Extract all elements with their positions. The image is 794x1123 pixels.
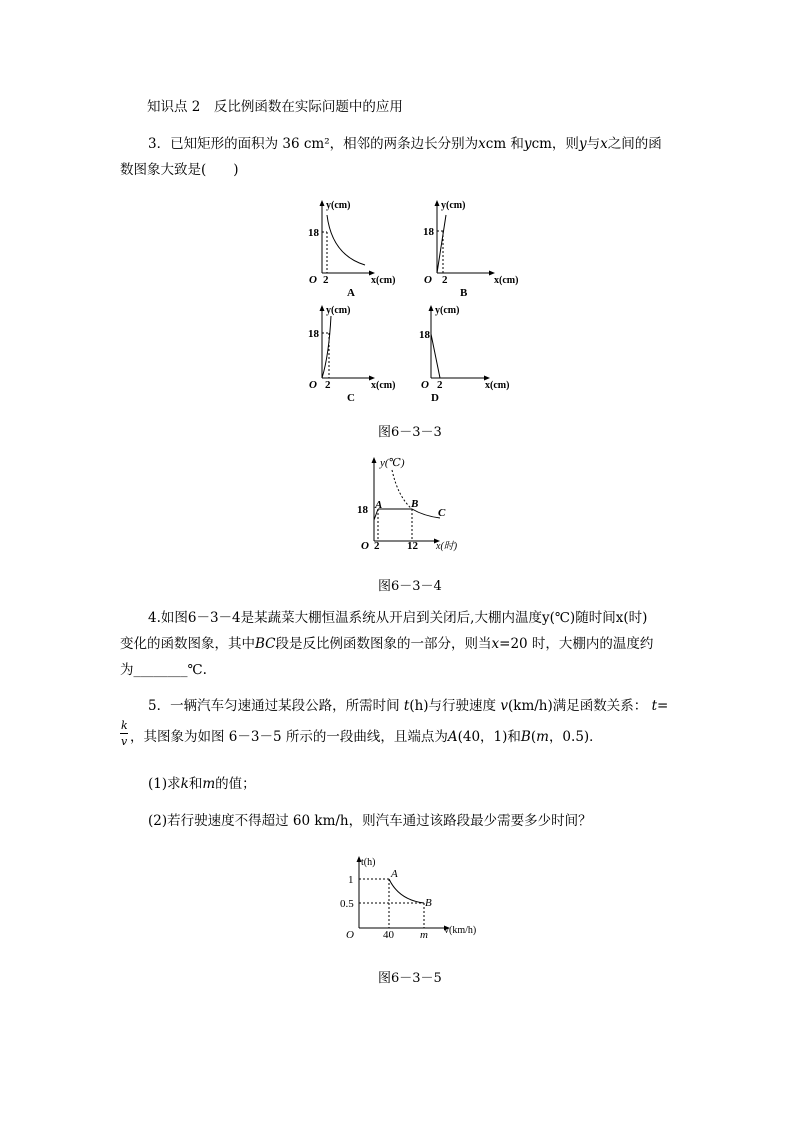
q5-text: 的值； xyxy=(215,776,256,792)
q5-line2 xyxy=(130,731,603,745)
graph-xtick: 2 xyxy=(442,274,448,286)
fig635-point-b: B xyxy=(425,897,432,909)
figure-caption-633: 图6－3－3 xyxy=(378,425,442,440)
fig634-xlabel: x(时) xyxy=(436,541,458,552)
graph-ylabel: y(cm) xyxy=(326,200,351,211)
q5-line1 xyxy=(148,700,668,714)
fig634-point-c: C xyxy=(438,507,446,519)
var: t xyxy=(651,698,657,714)
graph-b xyxy=(415,195,535,300)
var: v xyxy=(500,698,508,714)
fig634-ylabel: y(℃) xyxy=(380,457,405,469)
graph-origin: O xyxy=(309,274,317,286)
graph-xlabel: x(cm) xyxy=(371,275,396,286)
q5-text: 5．一辆汽车匀速通过某段公路，所需时间 xyxy=(148,698,400,714)
fig634-origin: O xyxy=(361,540,369,552)
var: x xyxy=(491,636,500,652)
fig635-xtick-m: m xyxy=(420,929,428,941)
fig635-xtick-40: 40 xyxy=(383,929,394,941)
fig635-ytick-05: 0.5 xyxy=(340,898,354,910)
q5-text: (h)与行驶速度 xyxy=(409,698,497,714)
fraction-bar xyxy=(120,733,128,734)
graph-label: D xyxy=(431,392,439,404)
graph-ylabel: y(cm) xyxy=(326,305,351,316)
graph-xlabel: x(cm) xyxy=(371,380,396,391)
fig635-ylabel: t(h) xyxy=(361,857,376,868)
fig635-ytick-1: 1 xyxy=(348,874,354,886)
graph-xtick: 2 xyxy=(323,274,329,286)
q5-text: (km/h)满足函数关系： xyxy=(508,698,648,714)
graph-xtick: 2 xyxy=(325,379,331,391)
graph-xlabel: x(cm) xyxy=(485,380,510,391)
var: x xyxy=(600,136,608,152)
section-heading xyxy=(147,101,403,115)
q5-text: (40，1)和 xyxy=(457,729,521,745)
var: y xyxy=(578,136,587,152)
graph-ylabel: y(cm) xyxy=(435,305,460,316)
var: B xyxy=(520,729,531,745)
q5-sub2: (2)若行驶速度不得超过 60 km/h，则汽车通过该路段最少需要多少时间？ xyxy=(148,813,592,829)
q4-line1: 4.如图6－3－4是某蔬菜大棚恒温系统从开启到关闭后,大棚内温度y(℃)随时间x(时) xyxy=(148,610,648,626)
fig635-point-a: A xyxy=(391,868,398,880)
graph-ytick: 18 xyxy=(419,329,430,341)
q5-text: ，0.5)． xyxy=(548,729,603,745)
var: k xyxy=(180,776,189,792)
q5-text: 和 xyxy=(188,776,203,792)
graph-d xyxy=(415,300,535,405)
q5-sub1 xyxy=(148,778,256,792)
q5-text: ，其图象为如图 6－3－5 所示的一段曲线，且端点为 xyxy=(130,729,448,745)
q5-text: (1)求 xyxy=(148,776,181,792)
q3-line2: 数图象大致是( ) xyxy=(120,162,239,178)
fig634-xtick-12: 12 xyxy=(407,540,418,552)
figure-634 xyxy=(350,452,470,557)
q4-text: =20 时，大棚内的温度约 xyxy=(499,636,654,652)
var: t xyxy=(403,698,410,714)
graph-origin: O xyxy=(309,379,317,391)
q3-text: cm，则 xyxy=(531,136,579,152)
figure-635 xyxy=(335,850,495,945)
graph-a xyxy=(300,195,420,300)
graph-label: A xyxy=(347,287,355,299)
fig634-ytick: 18 xyxy=(357,504,368,516)
fig635-xlabel: v(km/h) xyxy=(444,925,477,936)
q4-text: 变化的函数图象，其中 xyxy=(120,636,255,652)
section-title: 反比例函数在实际问题中的应用 xyxy=(213,99,403,115)
q4-text: 段是反比例函数图象的一部分，则当 xyxy=(275,636,492,652)
fig635-origin: O xyxy=(346,929,354,941)
graph-c xyxy=(300,300,420,405)
q3-line1 xyxy=(148,138,662,152)
var: x xyxy=(478,136,486,152)
graph-origin: O xyxy=(421,379,429,391)
fraction-numerator: k xyxy=(121,719,128,732)
graph-xtick: 2 xyxy=(437,379,443,391)
q3-text: 已知矩形的面积为 36 cm²，相邻的两条边长分别为 xyxy=(170,136,479,152)
graph-label: C xyxy=(347,392,355,404)
graph-ytick: 18 xyxy=(308,227,319,239)
section-label: 知识点 2 xyxy=(147,99,201,115)
q3-text: cm 和 xyxy=(485,136,524,152)
q4-line2 xyxy=(120,638,653,652)
q3-number: 3． xyxy=(148,136,171,152)
q3-text: 之间的函 xyxy=(607,136,662,152)
graph-ytick: 18 xyxy=(423,226,434,238)
fig634-xtick-2: 2 xyxy=(374,540,380,552)
figure-caption-635: 图6－3－5 xyxy=(378,971,442,986)
fig634-point-a: A xyxy=(375,499,383,511)
q3-text: 与 xyxy=(586,136,601,152)
graph-label: B xyxy=(460,287,468,299)
q5-text: = xyxy=(657,698,669,714)
var: m xyxy=(536,729,549,745)
fraction-denominator: v xyxy=(121,735,128,748)
graph-origin: O xyxy=(424,274,432,286)
var: y xyxy=(523,136,532,152)
var: A xyxy=(447,729,458,745)
graph-xlabel: x(cm) xyxy=(494,275,519,286)
figure-caption-634: 图6－3－4 xyxy=(378,579,442,594)
q4-line3: 为________℃. xyxy=(120,662,207,678)
var: m xyxy=(202,776,216,792)
graph-ylabel: y(cm) xyxy=(441,200,466,211)
var: BC xyxy=(255,636,276,652)
fig634-point-b: B xyxy=(411,498,419,510)
q5-text: ( xyxy=(530,729,537,745)
graph-ytick: 18 xyxy=(308,328,319,340)
